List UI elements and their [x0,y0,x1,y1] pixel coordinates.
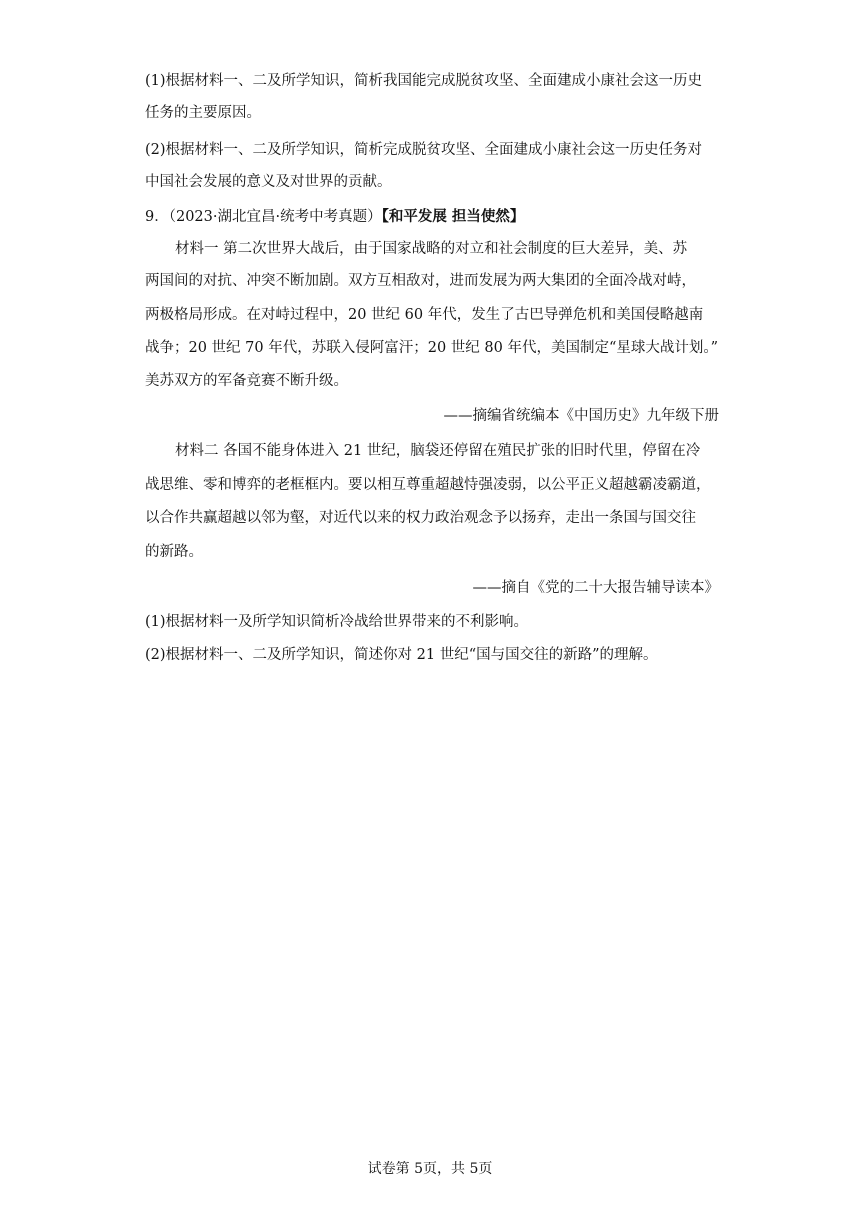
material-1-line: 美苏双方的军备竞赛不断升级。 [145,373,348,389]
q8-sub2-line1: (2)根据材料一、二及所学知识，简析完成脱贫攻坚、全面建成小康社会这一历史任务对 [145,142,703,158]
material-2-line: 以合作共赢超越以邻为壑，对近代以来的权力政治观念予以扬弃，走出一条国与国交往 [145,510,696,526]
material-1-source: ——摘编省统编本《中国历史》九年级下册 [443,408,719,424]
q9-theme: 【和平发展 担当使然】 [381,208,525,225]
q9-source: （2023·湖北宜昌·统考中考真题） [168,209,382,225]
material-1-line: 两极格局形成。在对峙过程中，20 世纪 60 年代，发生了古巴导弹危机和美国侵略越南 [145,307,704,323]
material-1-line: 战争；20 世纪 70 年代，苏联入侵阿富汗；20 世纪 80 年代，美国制定“星球大战计划。” [145,340,719,356]
q9-sub1: (1)根据材料一及所学知识简析冷战给世界带来的不利影响。 [145,614,529,630]
material-1-line: 材料一 第二次世界大战后，由于国家战略的对立和社会制度的巨大差异，美、苏 [175,241,688,257]
material-2-line: 材料二 各国不能身体进入 21 世纪，脑袋还停留在殖民扩张的旧时代里，停留在冷 [175,443,701,459]
material-2-source: ——摘自《党的二十大报告辅导读本》 [472,580,719,596]
material-2-line: 的新路。 [145,544,203,560]
q8-sub2-line2: 中国社会发展的意义及对世界的贡献。 [145,174,392,190]
material-2-line: 战思维、零和博弈的老框框内。要以相互尊重超越恃强凌弱，以公平正义超越霸凌霸道， [145,477,711,493]
page-footer: 试卷第 5页，共 5页 [367,1161,493,1177]
q8-sub1-line2: 任务的主要原因。 [145,105,261,121]
q9-sub2: (2)根据材料一、二及所学知识，简述你对 21 世纪“国与国交往的新路”的理解。 [145,647,658,663]
q9-number: 9． [145,209,169,225]
q8-sub1-line1: (1)根据材料一、二及所学知识，简析我国能完成脱贫攻坚、全面建成小康社会这一历史 [145,73,703,89]
material-1-line: 两国间的对抗、冲突不断加剧。双方互相敌对，进而发展为两大集团的全面冷战对峙， [145,273,696,289]
q9-heading [145,207,524,227]
